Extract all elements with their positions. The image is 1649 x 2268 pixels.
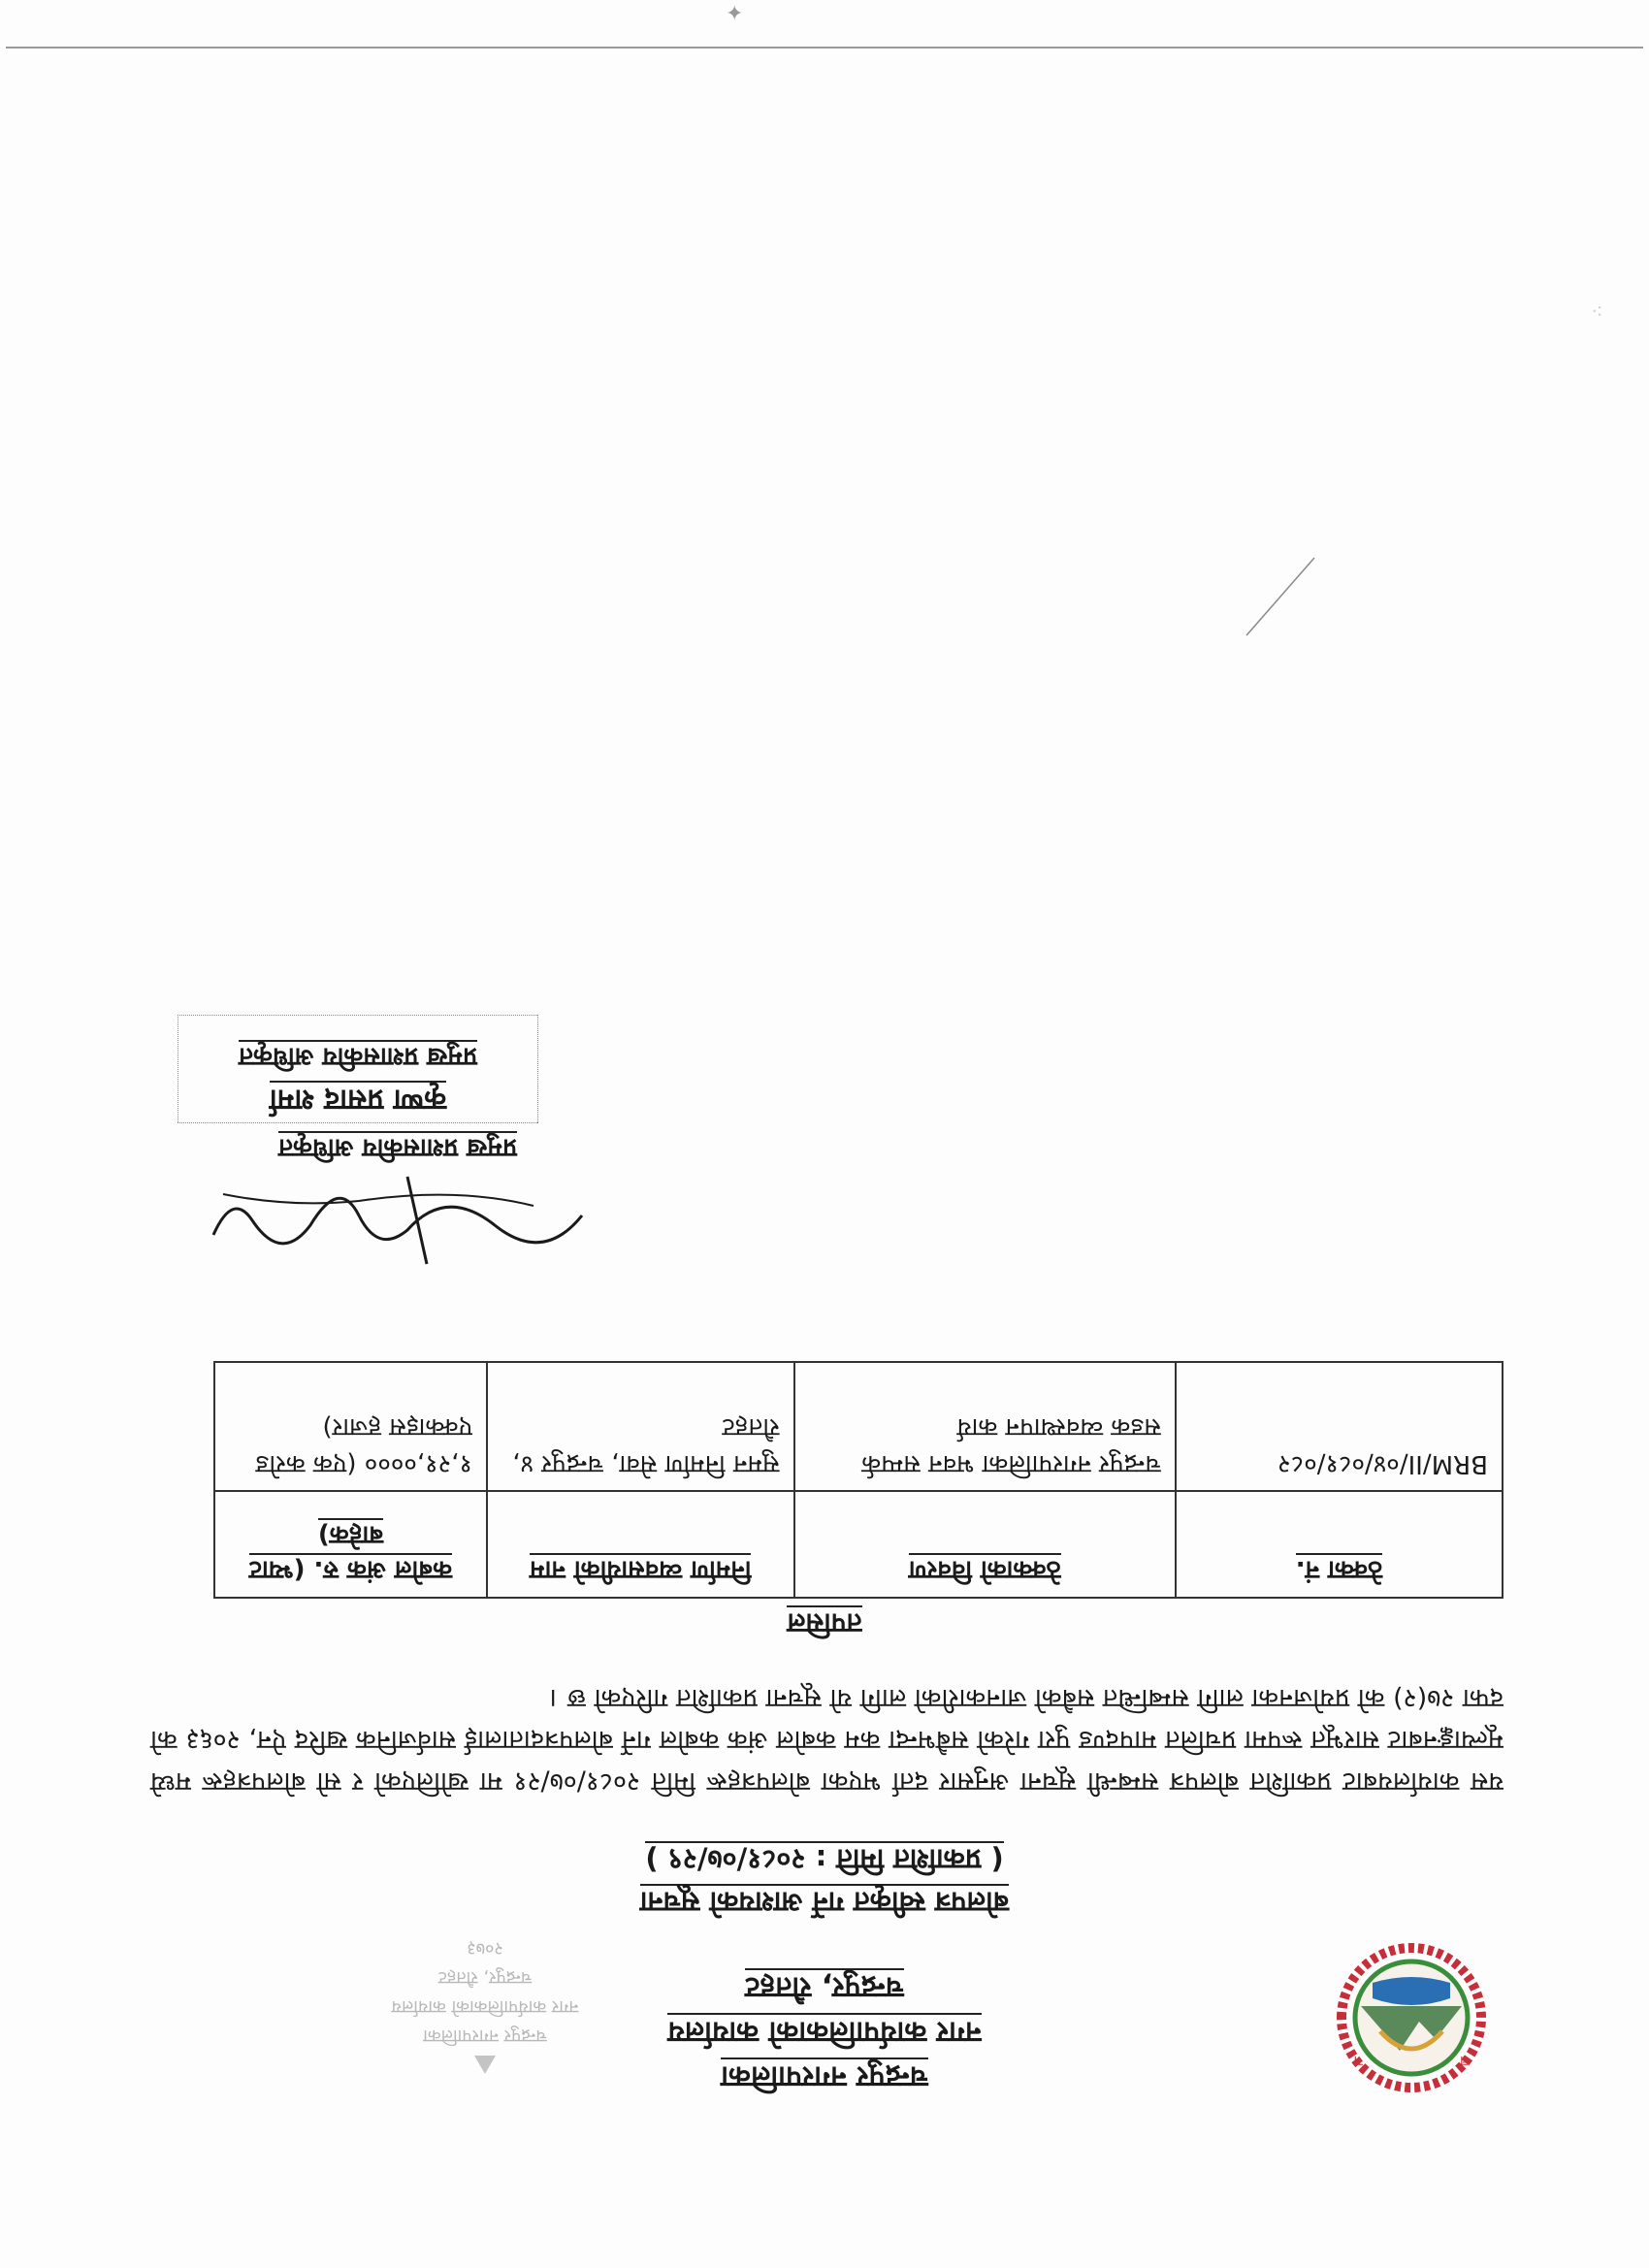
signature-block xyxy=(194,1132,601,1283)
header-contractor-name: निर्माण व्यवसायीको नाम xyxy=(487,1491,794,1598)
signature-title: प्रमुख प्रशासकीय अधिकृत xyxy=(278,1133,517,1162)
officer-title: प्रमुख प्रशासकीय अधिकृत xyxy=(239,1042,477,1071)
seal-year: २०७३ xyxy=(467,1938,503,1959)
office-seal-icon xyxy=(354,1914,616,2079)
notice-title: बोलपत्र स्वीकृत गर्ने आशयको सूचना xyxy=(639,1886,1010,1919)
officer-name: कृष्ण प्रसाद शर्मा xyxy=(269,1083,447,1117)
header-contract-no: ठेक्का नं. xyxy=(1176,1491,1503,1598)
cell-contractor-name: सुमन निर्माण सेवा, चन्द्रपुर ४, रौतहट xyxy=(487,1362,794,1491)
seal-line-2: नगर कार्यपालिकाको कार्यालय xyxy=(391,1996,579,2017)
scan-stroke-mark xyxy=(1242,553,1319,640)
office-address: चन्द्रपुर, रौतहट xyxy=(745,1970,904,2004)
seal-emblem-icon: ⛰ xyxy=(473,2049,497,2081)
table-row xyxy=(214,1362,1503,1491)
seal-line-3: चन्द्रपुर, रौतहट xyxy=(437,1967,533,1988)
handwritten-signature-icon xyxy=(194,1167,601,1283)
contract-table xyxy=(213,1361,1504,1599)
notice-title-block xyxy=(0,1838,1649,1924)
notice-body-text: यस कार्यालयबाट प्रकाशित बोलपत्र सम्बन्धी सूचना अनुसार दर्ता भएका बोलपत्रहरू मिति २०८१/०७/२१ मा खोलिएको र सो बोलपत्रहरू मध्ये मूल्याङ्कनबाट सारभूत रूपमा प्रचलित मापदण्ड पुरा गरेको सबैभन्दा कम कबोल अंक कबोल गर्ने बोलपत्रदातालाई सार्वजनिक खरिद ऐन, २०६३ को दफा २७(२) को प्रयोजनका लागि सम्बन्धित सबैको जानकारीको लागि यो सूचना प्रकाशित गरिएको छ । xyxy=(150,1683,1504,1797)
scan-speck-mark: ⁖ xyxy=(1591,301,1603,325)
cell-contract-no: BRM/II/०४/०८१/०८२ xyxy=(1176,1362,1503,1491)
letterhead xyxy=(0,1920,1649,2098)
notice-published-date: ( प्रकाशित मिति : २०८१/०७/२९ ) xyxy=(645,1843,1004,1876)
svg-text:स: स xyxy=(1353,2053,1363,2068)
seal-line-1: चन्द्रपुर नगरपालिका xyxy=(423,2025,547,2046)
cell-bid-amount: १,२१,०००० (एक करोड एक्काइस हजार) xyxy=(214,1362,487,1491)
cell-contract-description: चन्द्रपुर नगरपालिका भवन सम्पर्क सडक व्यवस्थापन कार्य xyxy=(794,1362,1176,1491)
bottom-border-line xyxy=(6,47,1643,49)
municipality-name: चन्द्रपुर नगरपालिका xyxy=(721,2059,928,2093)
table-header-row xyxy=(214,1491,1503,1598)
scan-speck-mark: ✦ xyxy=(726,2,744,26)
name-stamp xyxy=(178,1015,538,1123)
header-contract-description: ठेक्काको विवरण xyxy=(794,1491,1176,1598)
office-name: नगर कार्यपालिकाको कार्यालय xyxy=(667,2015,982,2049)
table-heading: तपसिल xyxy=(787,1607,862,1639)
header-bid-amount: कबोल अंक रु. (भ्याट बाहेक) xyxy=(214,1491,487,1598)
svg-text:ब: ब xyxy=(1460,2053,1468,2068)
